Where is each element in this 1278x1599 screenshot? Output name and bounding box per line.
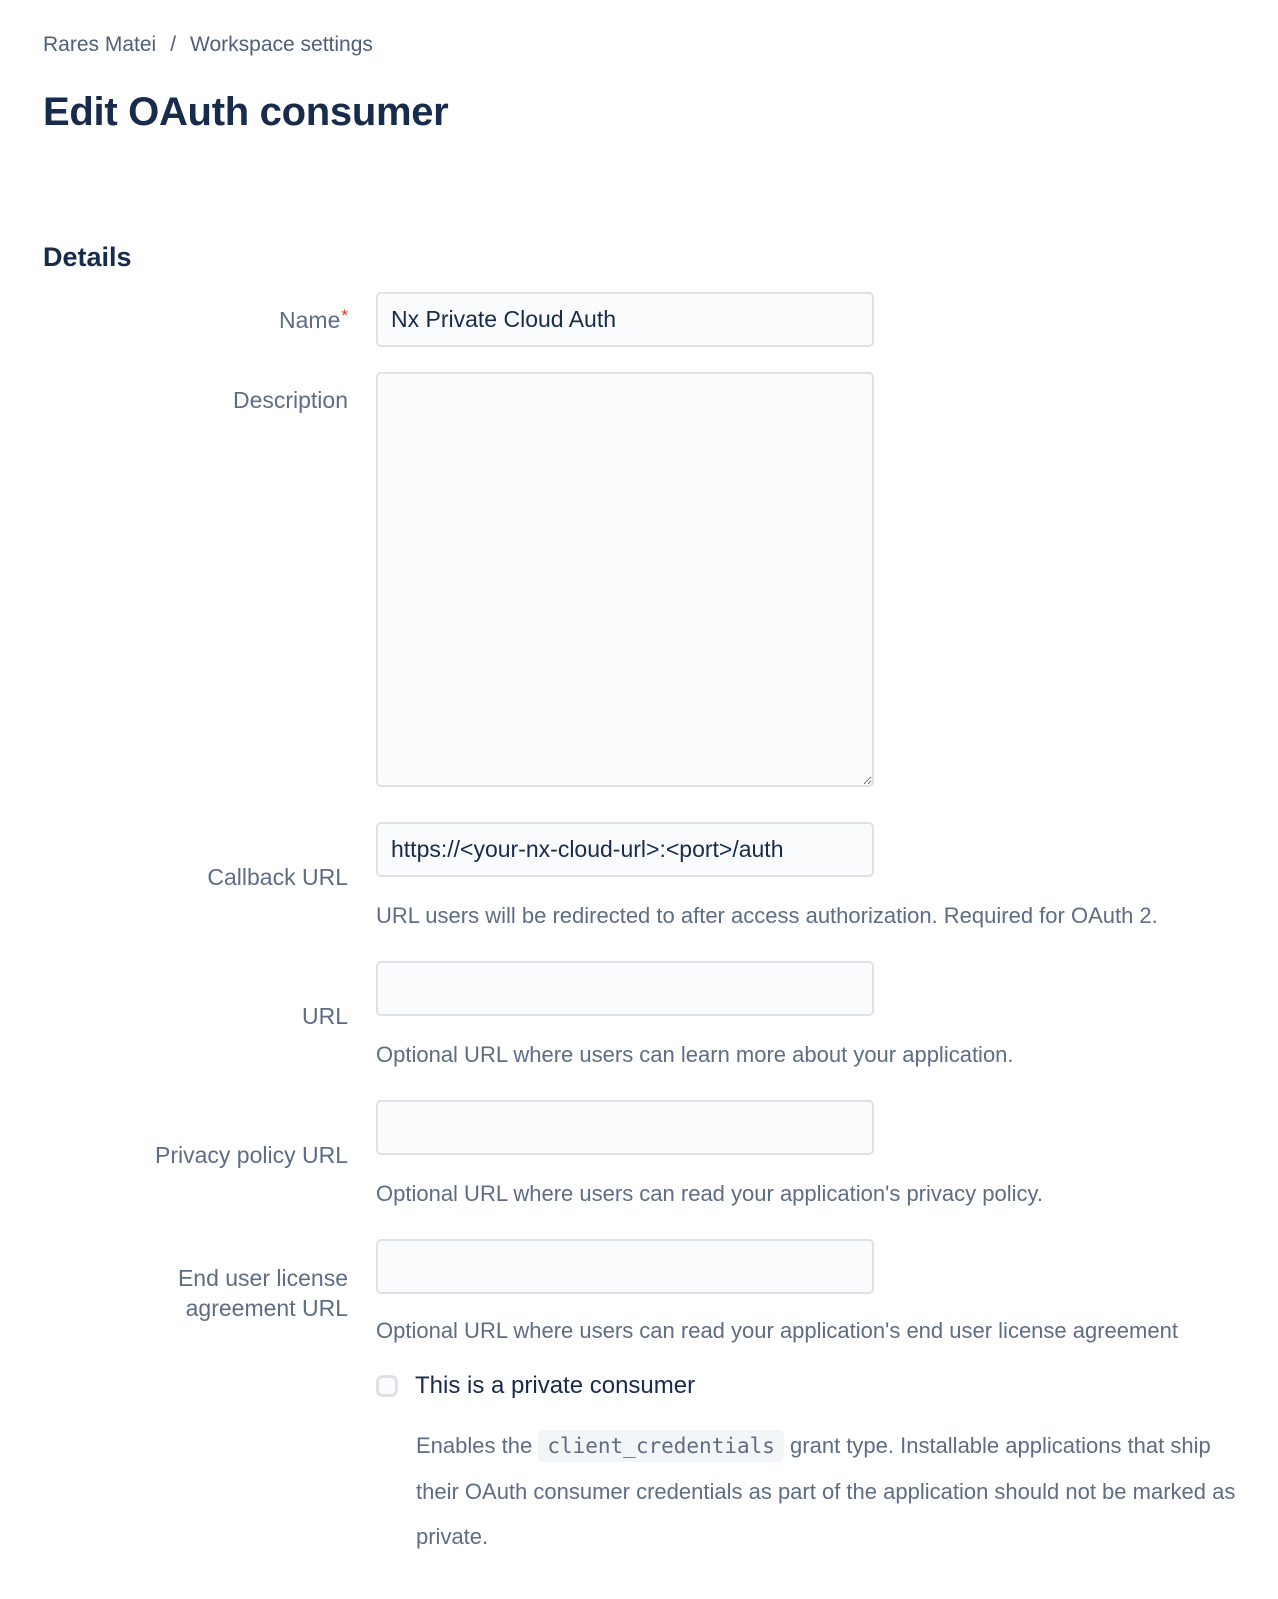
eula-url-row	[43, 1239, 1235, 1346]
breadcrumb-link-workspace-settings[interactable]: Workspace settings	[190, 33, 373, 56]
name-row	[43, 292, 1235, 347]
private-consumer-help-suffix: grant type. Installable applications that ship their OAuth consumer credentials as part of the application should not be marked as private.	[416, 1433, 1236, 1549]
eula-url-label	[43, 1263, 348, 1323]
private-consumer-help-prefix: Enables the	[416, 1433, 533, 1458]
eula-url-input[interactable]	[376, 1239, 874, 1294]
callback-url-field-col	[376, 822, 1158, 931]
breadcrumb	[43, 32, 1235, 58]
url-input[interactable]	[376, 961, 874, 1016]
callback-url-label: Callback URL	[207, 863, 348, 890]
url-field-col	[376, 961, 1014, 1070]
eula-url-help: Optional URL where users can read your application's end user license agreement	[376, 1318, 1178, 1343]
privacy-policy-url-label: Privacy policy URL	[155, 1141, 348, 1168]
private-consumer-label[interactable]: This is a private consumer	[415, 1372, 696, 1399]
name-input[interactable]	[376, 292, 874, 347]
callback-url-row	[43, 822, 1235, 931]
callback-url-help: URL users will be redirected to after access authorization. Required for OAuth 2.	[376, 903, 1158, 928]
private-consumer-field-col	[376, 1371, 1235, 1559]
section-title-details: Details	[43, 242, 132, 272]
url-row	[43, 961, 1235, 1070]
private-consumer-checkbox[interactable]	[376, 1375, 398, 1397]
name-field-col	[376, 292, 874, 347]
name-label-text: Name	[279, 306, 341, 333]
description-field-col	[376, 372, 874, 787]
privacy-policy-url-field-col	[376, 1100, 1043, 1209]
callback-url-input[interactable]	[376, 822, 874, 877]
page-title: Edit OAuth consumer	[43, 90, 449, 134]
privacy-policy-url-row	[43, 1100, 1235, 1209]
private-consumer-help	[416, 1423, 1248, 1559]
url-label: URL	[301, 1002, 348, 1029]
privacy-policy-url-input[interactable]	[376, 1100, 874, 1155]
breadcrumb-link-workspace[interactable]: Rares Matei	[43, 33, 157, 56]
oauth-consumer-form	[43, 292, 1235, 1559]
breadcrumb-separator: /	[170, 33, 177, 56]
privacy-policy-url-help: Optional URL where users can read your application's privacy policy.	[376, 1181, 1043, 1206]
private-consumer-checkbox-line	[376, 1371, 1235, 1401]
url-help: Optional URL where users can learn more about your application.	[376, 1042, 1014, 1067]
client-credentials-code: client_credentials	[538, 1430, 784, 1462]
name-label	[43, 305, 348, 335]
private-consumer-row	[43, 1371, 1235, 1559]
description-label: Description	[232, 387, 348, 413]
description-row	[43, 372, 1235, 787]
required-asterisk: *	[341, 305, 348, 325]
description-textarea[interactable]	[376, 372, 874, 787]
eula-url-field-col	[376, 1239, 1178, 1346]
eula-url-label-text: End user license agreement URL	[177, 1264, 348, 1321]
